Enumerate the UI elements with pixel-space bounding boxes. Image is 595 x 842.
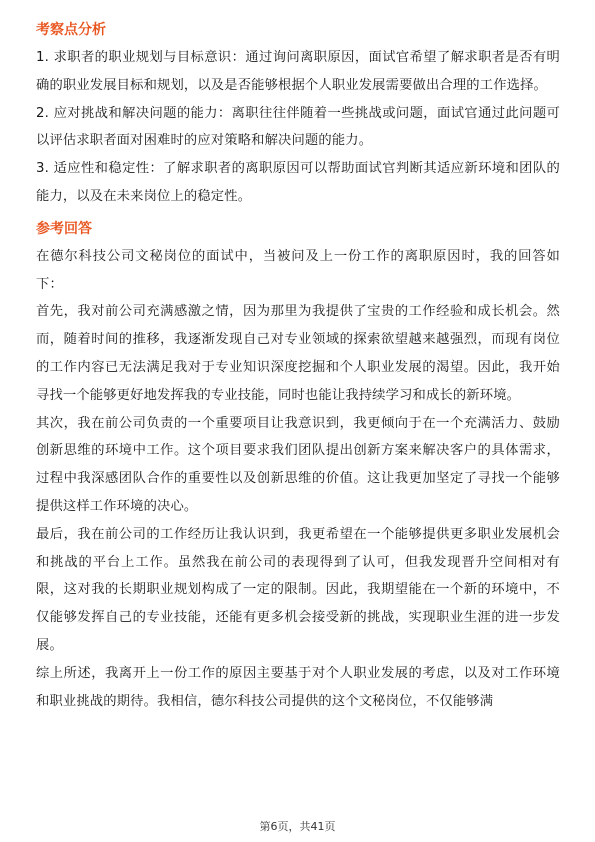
analysis-section [36, 20, 560, 211]
page-number: 第6页，共41页 [259, 820, 336, 833]
analysis-item-2: 2. 应对挑战和解决问题的能力：离职往往伴随着一些挑战或问题，面试官通过此问题可以评估求职者面对困难时的应对策略和解决问题的能力。 [36, 105, 560, 149]
answer-paragraph-last: 最后，我在前公司的工作经历让我认识到，我更希望在一个能够提供更多职业发展机会和挑战的平台上工作。虽然我在前公司的表现得到了认可，但我发现晋升空间相对有限，这对我的长期职业规划构成了一定的限制。因此，我期望能在一个新的环境中，不仅能够发挥自己的专业技能，还能有更多机会接受新的挑战，实现职业生涯的进一步发展。 [36, 526, 560, 653]
answer-paragraph-first: 首先，我对前公司充满感激之情，因为那里为我提供了宝贵的工作经验和成长机会。然而，随着时间的推移，我逐渐发现自己对专业领域的探索欲望越来越强烈，而现有岗位的工作内容已无法满足我对于专业知识深度挖掘和个人职业发展的渴望。因此，我开始寻找一个能够更好地发挥我的专业技能，同时也能让我持续学习和成长的新环境。 [36, 304, 560, 403]
analysis-item-1: 1. 求职者的职业规划与目标意识：通过询问离职原因，面试官希望了解求职者是否有明确的职业发展目标和规划，以及是否能够根据个人职业发展需要做出合理的工作选择。 [36, 50, 560, 93]
answer-section [36, 219, 560, 716]
answer-heading: 参考回答 [36, 220, 92, 237]
answer-paragraph-intro: 在德尔科技公司文秘岗位的面试中，当被问及上一份工作的离职原因时，我的回答如下： [36, 248, 560, 292]
analysis-item-3: 3. 适应性和稳定性：了解求职者的离职原因可以帮助面试官判断其适应新环境和团队的能力，以及在未来岗位上的稳定性。 [36, 161, 560, 204]
document-page [36, 20, 560, 715]
analysis-heading: 考察点分析 [36, 22, 106, 38]
answer-paragraph-summary: 综上所述，我离开上一份工作的原因主要基于对个人职业发展的考虑，以及对工作环境和职业挑战的期待。我相信，德尔科技公司提供的这个文秘岗位，不仅能够满 [36, 665, 560, 709]
answer-paragraph-second: 其次，我在前公司负责的一个重要项目让我意识到，我更倾向于在一个充满活力、鼓励创新思维的环境中工作。这个项目要求我们团队提出创新方案来解决客户的具体需求，过程中我深感团队合作的重要性以及创新思维的价值。这让我更加坚定了寻找一个能够提供这样工作环境的决心。 [36, 415, 560, 514]
